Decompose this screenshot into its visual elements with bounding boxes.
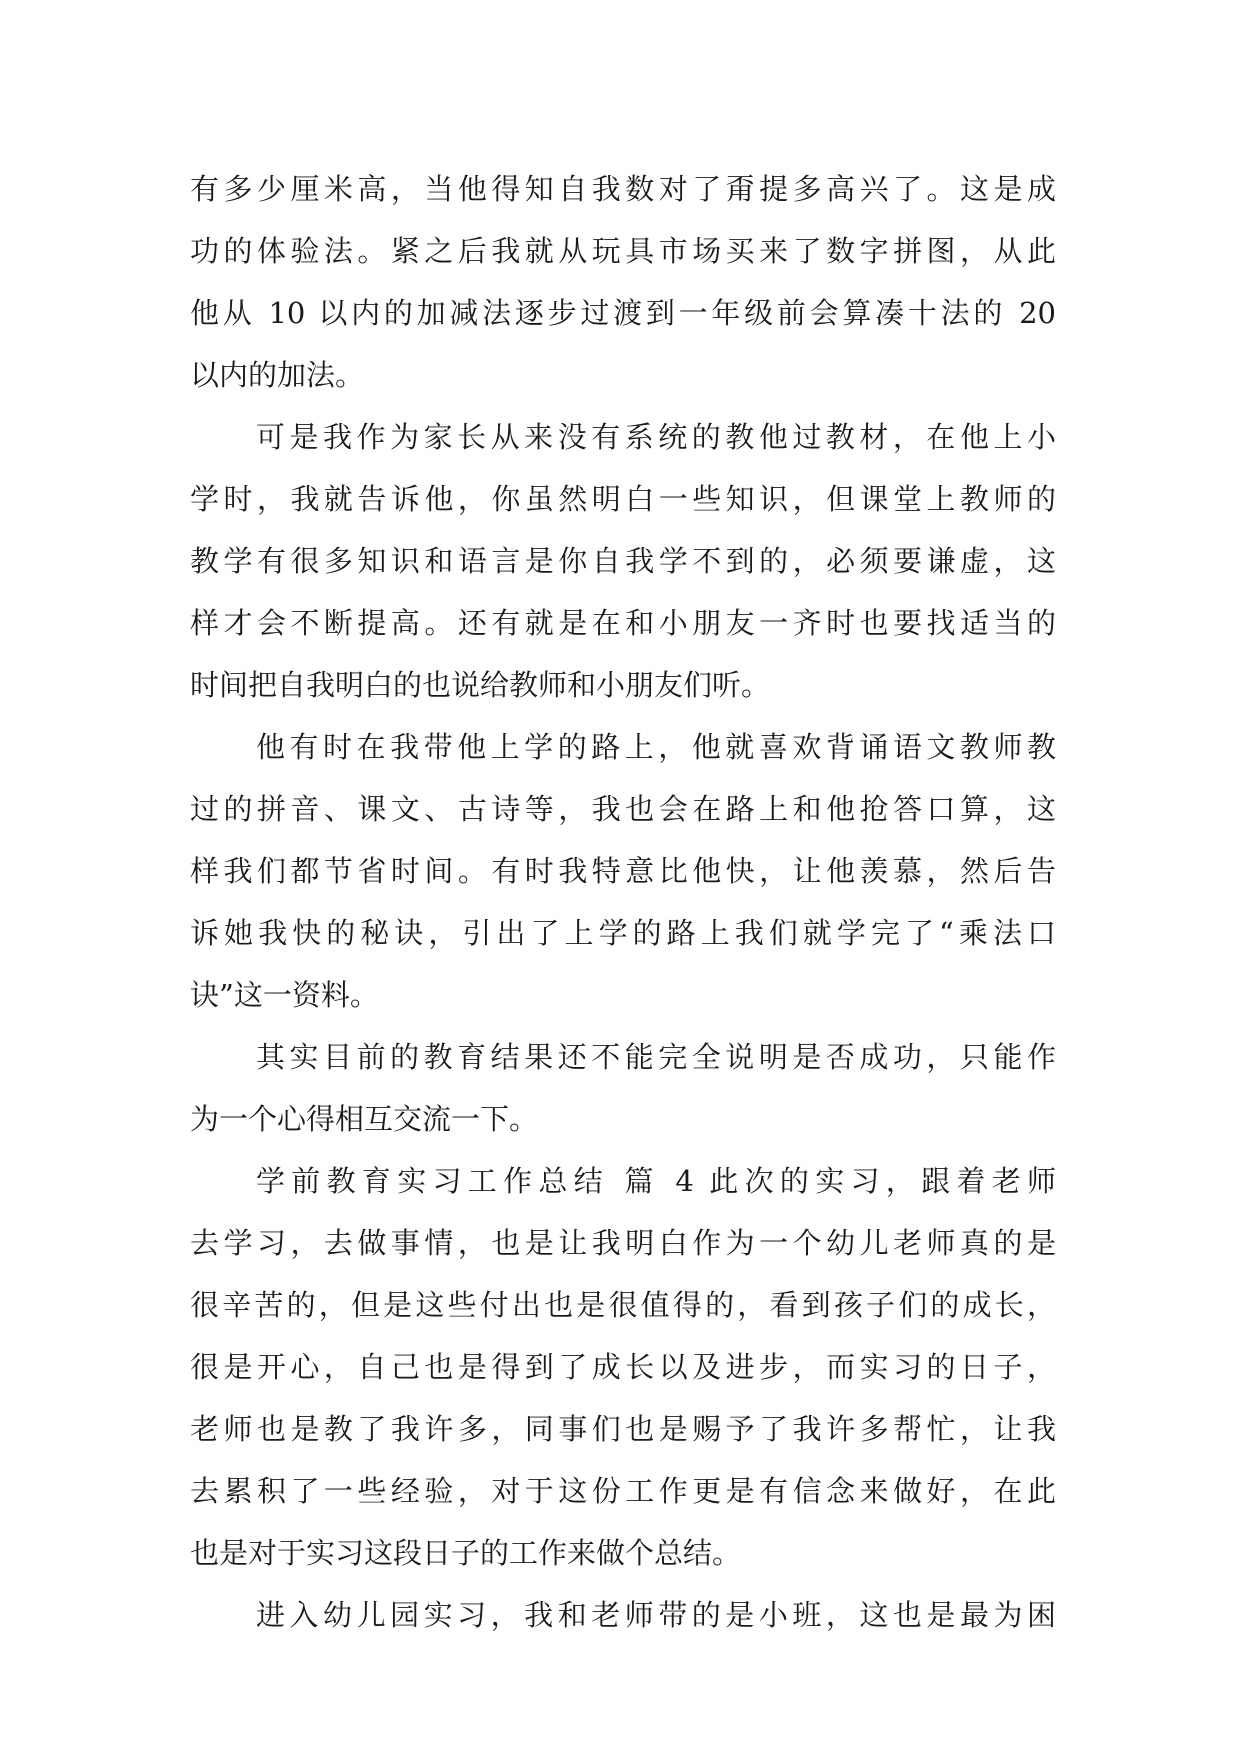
text-line: 去学习，去做事情，也是让我明白作为一个幼儿老师真的是 [190,1226,1056,1260]
text-line: 教学有很多知识和语言是你自我学不到的，必须要谦虚，这 [190,544,1056,578]
text-line: 以内的加法。 [190,358,365,392]
text-line: 也是对于实习这段日子的工作来做个总结。 [190,1536,742,1570]
text-line: 他从 10 以内的加减法逐步过渡到一年级前会算凑十法的 20 [190,296,1056,330]
text-line: 去累积了一些经验，对于这份工作更是有信念来做好，在此 [190,1474,1056,1508]
text-line: 诀”这一资料。 [190,978,379,1012]
text-line: 他有时在我带他上学的路上，他就喜欢背诵语文教师教 [256,730,1056,764]
text-line: 诉她我快的秘诀，引出了上学的路上我们就学完了“乘法口 [190,916,1056,950]
text-line: 功的体验法。紧之后我就从玩具市场买来了数字拼图，从此 [190,234,1056,268]
text-line: 样我们都节省时间。有时我特意比他快，让他羡慕，然后告 [190,854,1056,888]
text-line: 进入幼儿园实习，我和老师带的是小班，这也是最为困 [256,1598,1056,1632]
text-line: 为一个心得相互交流一下。 [190,1102,539,1136]
text-line: 样才会不断提高。还有就是在和小朋友一齐时也要找适当的 [190,606,1056,640]
text-line: 有多少厘米高，当他得知自我数对了甭提多高兴了。这是成 [190,172,1056,206]
document-body [190,158,1056,1646]
text-line: 学时，我就告诉他，你虽然明白一些知识，但课堂上教师的 [190,482,1056,516]
text-line: 其实目前的教育结果还不能完全说明是否成功，只能作 [256,1040,1056,1074]
text-line: 可是我作为家长从来没有系统的教他过教材，在他上小 [256,420,1056,454]
text-line: 老师也是教了我许多，同事们也是赐予了我许多帮忙，让我 [190,1412,1056,1446]
text-line: 时间把自我明白的也说给教师和小朋友们听。 [190,668,771,702]
text-line: 学前教育实习工作总结 篇 4 此次的实习，跟着老师 [256,1164,1056,1198]
text-line: 过的拼音、课文、古诗等，我也会在路上和他抢答口算，这 [190,792,1056,826]
text-line: 很辛苦的，但是这些付出也是很值得的，看到孩子们的成长， [190,1288,1056,1322]
text-line: 很是开心，自己也是得到了成长以及进步，而实习的日子， [190,1350,1056,1384]
